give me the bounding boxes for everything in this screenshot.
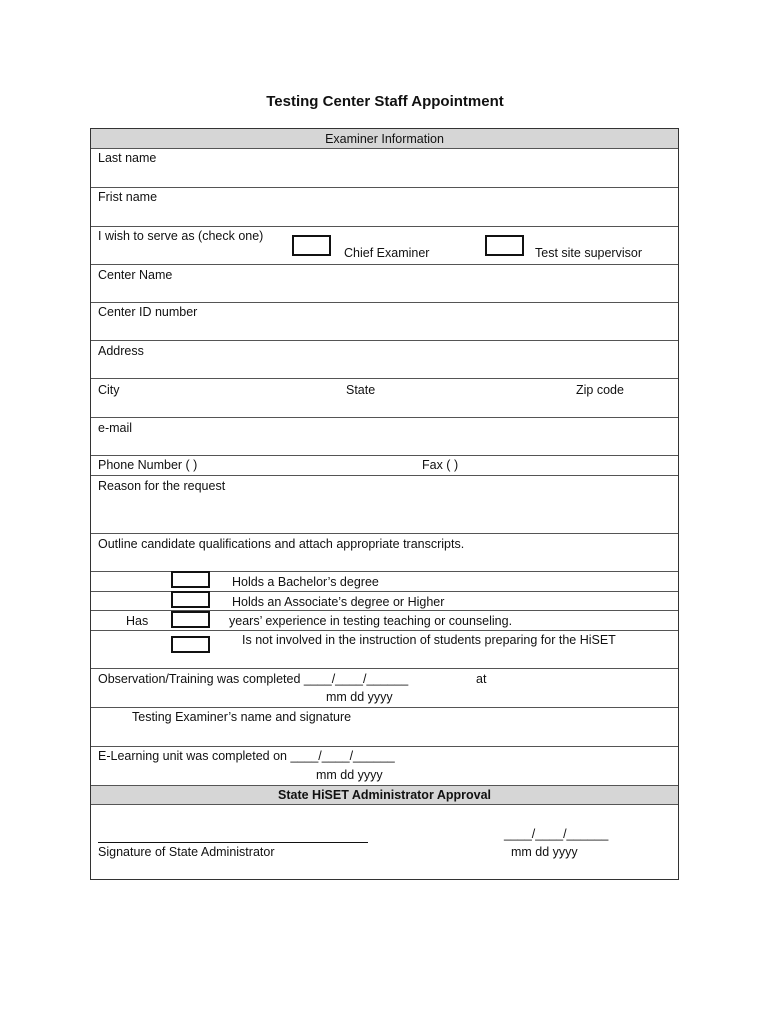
approval-block: [91, 805, 678, 879]
section-title: State HiSET Administrator Approval: [278, 788, 491, 802]
has-label: Has: [126, 614, 149, 628]
city-state-zip-row[interactable]: [91, 379, 678, 418]
section-title: Examiner Information: [325, 132, 444, 146]
section-header-examiner-info: [91, 129, 678, 149]
reason-label: Reason for the request: [98, 479, 226, 493]
observation-at-label: at: [476, 672, 487, 686]
email-field[interactable]: [91, 418, 678, 456]
associate-label: Holds an Associate’s degree or Higher: [232, 595, 445, 609]
section-header-approval: [91, 786, 678, 805]
city-label: City: [98, 383, 120, 397]
years-experience-field[interactable]: [171, 611, 210, 628]
center-name-field[interactable]: [91, 265, 678, 303]
observation-label: Observation/Training was completed ____/____/______: [98, 672, 409, 686]
experience-row: [91, 611, 678, 631]
observation-date-hint: mm dd yyyy: [326, 690, 393, 704]
experience-label: years’ experience in testing teaching or counseling.: [229, 614, 513, 628]
signature-line[interactable]: [98, 842, 368, 843]
elearning-row[interactable]: [91, 747, 678, 786]
not-involved-row: [91, 631, 678, 669]
first-name-label: Frist name: [98, 190, 158, 204]
phone-label: Phone Number ( ): [98, 458, 198, 472]
approval-date-hint: mm dd yyyy: [511, 845, 578, 859]
page-title: Testing Center Staff Appointment: [266, 93, 504, 110]
address-label: Address: [98, 344, 144, 358]
elearning-date-hint: mm dd yyyy: [316, 768, 383, 782]
zip-label: Zip code: [576, 383, 624, 397]
associate-checkbox[interactable]: [171, 591, 210, 608]
state-label: State: [346, 383, 376, 397]
chief-examiner-checkbox[interactable]: [292, 235, 331, 256]
first-name-field[interactable]: [91, 188, 678, 227]
approval-date-blank[interactable]: ____/____/______: [504, 827, 609, 841]
appointment-form: [90, 128, 679, 880]
examiner-signature-field[interactable]: [91, 708, 678, 747]
serve-as-row: [91, 227, 678, 265]
center-name-label: Center Name: [98, 268, 173, 282]
observation-row[interactable]: [91, 669, 678, 708]
last-name-field[interactable]: [91, 149, 678, 188]
email-label: e-mail: [98, 421, 133, 435]
associate-row: [91, 592, 678, 611]
site-supervisor-label: Test site supervisor: [535, 246, 642, 260]
not-involved-checkbox[interactable]: [171, 636, 210, 653]
center-id-label: Center ID number: [98, 305, 198, 319]
fax-label: Fax ( ): [422, 458, 459, 472]
reason-field[interactable]: [91, 476, 678, 534]
bachelor-row: [91, 572, 678, 592]
bachelor-label: Holds a Bachelor’s degree: [232, 575, 379, 589]
elearning-label: E-Learning unit was completed on ____/____/______: [98, 749, 395, 763]
serve-as-label: I wish to serve as (check one): [98, 229, 264, 243]
phone-fax-row[interactable]: [91, 456, 678, 476]
site-supervisor-checkbox[interactable]: [485, 235, 524, 256]
examiner-signature-label: Testing Examiner’s name and signature: [132, 710, 352, 724]
center-id-field[interactable]: [91, 303, 678, 341]
last-name-label: Last name: [98, 151, 157, 165]
address-field[interactable]: [91, 341, 678, 379]
outline-label: Outline candidate qualifications and attach appropriate transcripts.: [98, 537, 465, 551]
chief-examiner-label: Chief Examiner: [344, 246, 430, 260]
not-involved-label: Is not involved in the instruction of students preparing for the HiSET: [242, 633, 616, 647]
bachelor-checkbox[interactable]: [171, 571, 210, 588]
signature-label: Signature of State Administrator: [98, 845, 275, 859]
qualifications-outline-row: [91, 534, 678, 572]
